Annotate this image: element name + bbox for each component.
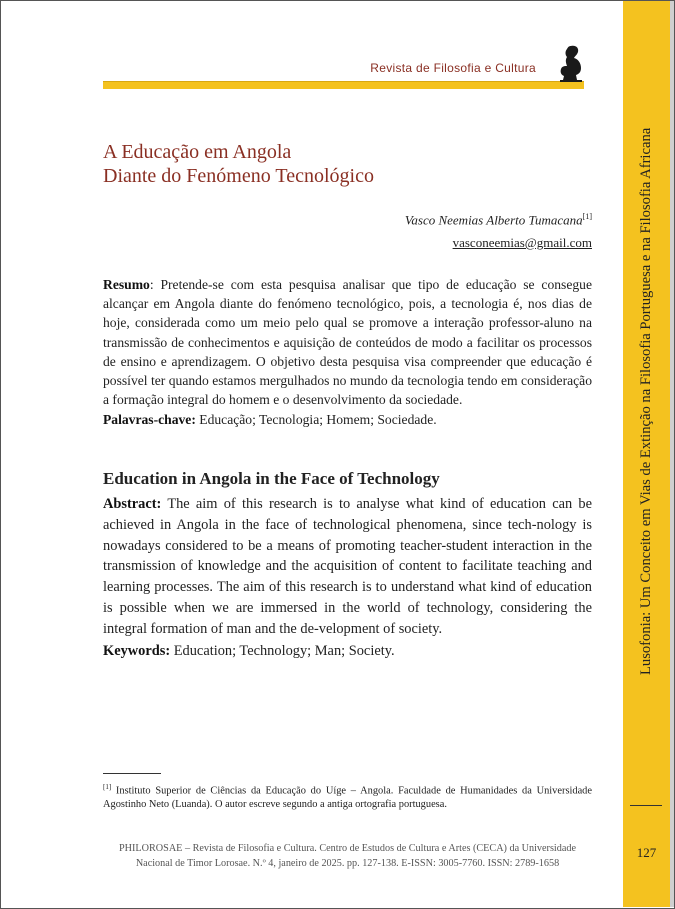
abstract-block — [103, 494, 592, 661]
keywords-text: Education; Technology; Man; Society. — [170, 642, 395, 659]
palavras-chave-text: Educação; Tecnologia; Homem; Sociedade. — [195, 412, 437, 428]
page-footer — [103, 841, 592, 871]
author-email-link[interactable]: vasconeemias@gmail.com — [452, 235, 592, 250]
resumo-label: Resumo — [103, 277, 150, 292]
author — [300, 212, 592, 228]
header-rule — [103, 82, 584, 89]
footer-line1: PHILOROSAE – Revista de Filosofia e Cultura. Centro de Estudos de Cultura e Artes (CECA) da Universidade — [119, 843, 576, 854]
palavras-chave-label: Palavras-chave: — [103, 412, 196, 428]
keywords-label: Keywords: — [103, 642, 171, 659]
resumo-block — [103, 275, 592, 430]
footnote-mark: [1] — [103, 783, 112, 791]
article-title-line1: A Educação em Angola — [103, 141, 292, 163]
article-title — [103, 140, 503, 188]
footer-line2: Nacional de Timor Lorosae. N.º 4, janeiro de 2025. pp. 127-138. E-ISSN: 3005-7760. ISSN: 2789-1658 — [135, 858, 560, 869]
keywords — [103, 641, 592, 662]
sidebar-shadow — [670, 1, 674, 907]
resumo-text: : Pretende-se com esta pesquisa analisar que tipo de educação se consegue alcançar em Angola diante do fenómeno tecnológico, pois, a tecnologia é, nos dias de hoje, considerada como um meio pelo qual se promove a interação professor-aluno na transmissão de conhecimentos e aquisição de conteúdos de modo a facilitar os processos de ensino e aprendizagem. O objetivo desta pesquisa visa compreender que educação é possível ter quando estamos mergulhados no mundo da tecnologia tendo em consideração a formação integral do homem e o desenvolvimento da sociedade. — [103, 277, 592, 408]
english-title: Education in Angola in the Face of Technology — [103, 469, 440, 488]
resumo-paragraph — [103, 275, 592, 409]
footnote-rule — [103, 773, 161, 774]
page-number: 127 — [636, 845, 657, 860]
footnote — [103, 780, 592, 812]
author-footnote-mark[interactable]: [1] — [582, 212, 592, 221]
thinker-statue-icon — [557, 44, 585, 82]
footnote-text: Instituto Superior de Ciências da Educação do Uíge – Angola. Faculdade de Humanidades da Universidade Agostinho Neto (Luanda). O autor escreve segundo a antiga ortografia portuguesa. — [103, 785, 592, 811]
article-title-line2: Diante do Fenómeno Tecnológico — [103, 165, 374, 187]
abstract-label: Abstract: — [103, 496, 162, 512]
abstract-text: The aim of this research is to analyse what kind of education can be achieved in Angola in the face of technological phenomena, since tech-nology is nowadays considered to be a means of promoting teacher-student interaction in the transmission of knowledge and the acquisition of content to facilitate teaching and learning processes. The aim of this research is to understand what kind of education is possible when we are immersed in the world of technology, considering the integral formation of man and the de-velopment of society. — [103, 496, 592, 637]
palavras-chave — [103, 410, 592, 429]
sidebar-divider — [630, 805, 662, 806]
journal-name: Revista de Filosofia e Cultura — [370, 61, 536, 75]
sidebar-vertical-title: Lusofonia: Um Conceito em Vias de Extinção na Filosofia Portuguesa e na Filosofia Africana — [638, 127, 654, 675]
abstract-paragraph — [103, 494, 592, 640]
author-name: Vasco Neemias Alberto Tumacana — [404, 212, 583, 228]
